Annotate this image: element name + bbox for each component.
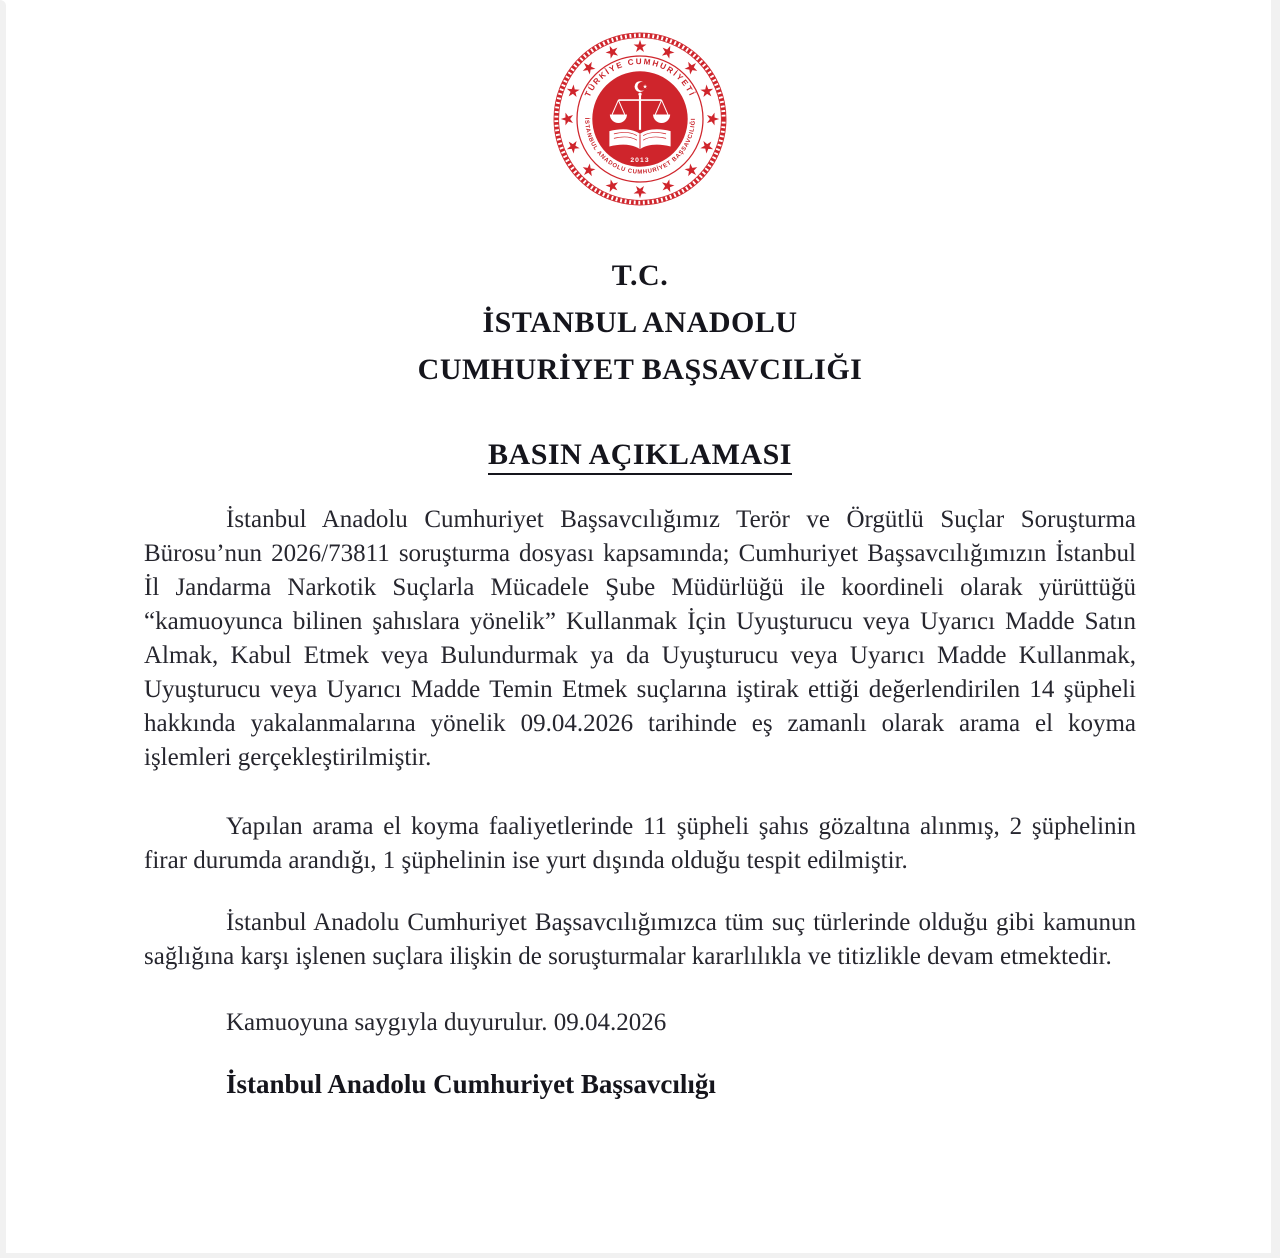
prosecutor-office-emblem (550, 29, 730, 209)
page-edge-bottom (0, 1253, 1280, 1258)
document-body (144, 503, 1136, 1101)
signature-line: İstanbul Anadolu Cumhuriyet Başsavcılığı (226, 1069, 716, 1099)
emblem-top-text: TÜRKİYE CUMHURİYETİ (583, 57, 697, 99)
page-edge-left (0, 0, 6, 1258)
emblem-bottom-text: İSTANBUL ANADOLU CUMHURİYET BAŞSAVCILIĞI (583, 117, 697, 176)
letterhead (0, 252, 1280, 393)
press-paragraph-3: İstanbul Anadolu Cumhuriyet Başsavcılığımızca tüm suç türlerinde olduğu gibi kamunun sağlığına karşı işlenen suçlara ilişkin de soruşturmalar kararlılıkla ve titizlikle devam etmektedir. (144, 909, 1136, 970)
document-title-text: BASIN AÇIKLAMASI (488, 438, 792, 475)
letterhead-line-city: İSTANBUL ANADOLU (482, 306, 798, 339)
document-title (0, 438, 1280, 475)
closing-line: Kamuoyuna saygıyla duyurulur. 09.04.2026 (226, 1009, 667, 1036)
page-edge-right (1271, 0, 1280, 1258)
letterhead-line-tc: T.C. (611, 259, 669, 292)
emblem-year: 2013 (630, 156, 650, 164)
letterhead-line-office: CUMHURİYET BAŞSAVCILIĞI (417, 353, 863, 386)
press-paragraph-2: Yapılan arama el koyma faaliyetlerinde 11 şüpheli şahıs gözaltına alınmış, 2 şüphelinin firar durumda arandığı, 1 şüphelinin ise yurt dışında olduğu tespit edilmiştir. (144, 813, 1136, 874)
press-paragraph-1: İstanbul Anadolu Cumhuriyet Başsavcılığımız Terör ve Örgütlü Suçlar Soruşturma Bürosu’nun 2026/73811 soruşturma dosyası kapsamında; Cumhuriyet Başsavcılığımızın İstanbul İl Jandarma Narkotik Suçlarla Mücadele Şube Müdürlüğü ile koordineli olarak yürüttüğü “kamuoyunca bilinen şahıslara yönelik” Kullanmak İçin Uyuşturucu veya Uyarıcı Madde Satın Almak, Kabul Etmek veya Bulundurmak ya da Uyuşturucu veya Uyarıcı Madde Kullanmak, Uyuşturucu veya Uyarıcı Madde Temin Etmek suçlarına iştirak ettiği değerlendirilen 14 şüpheli hakkında yakalanmalarına yönelik 09.04.2026 tarihinde eş zamanlı olarak arama el koyma işlemleri gerçekleştirilmiştir. (144, 506, 1136, 771)
